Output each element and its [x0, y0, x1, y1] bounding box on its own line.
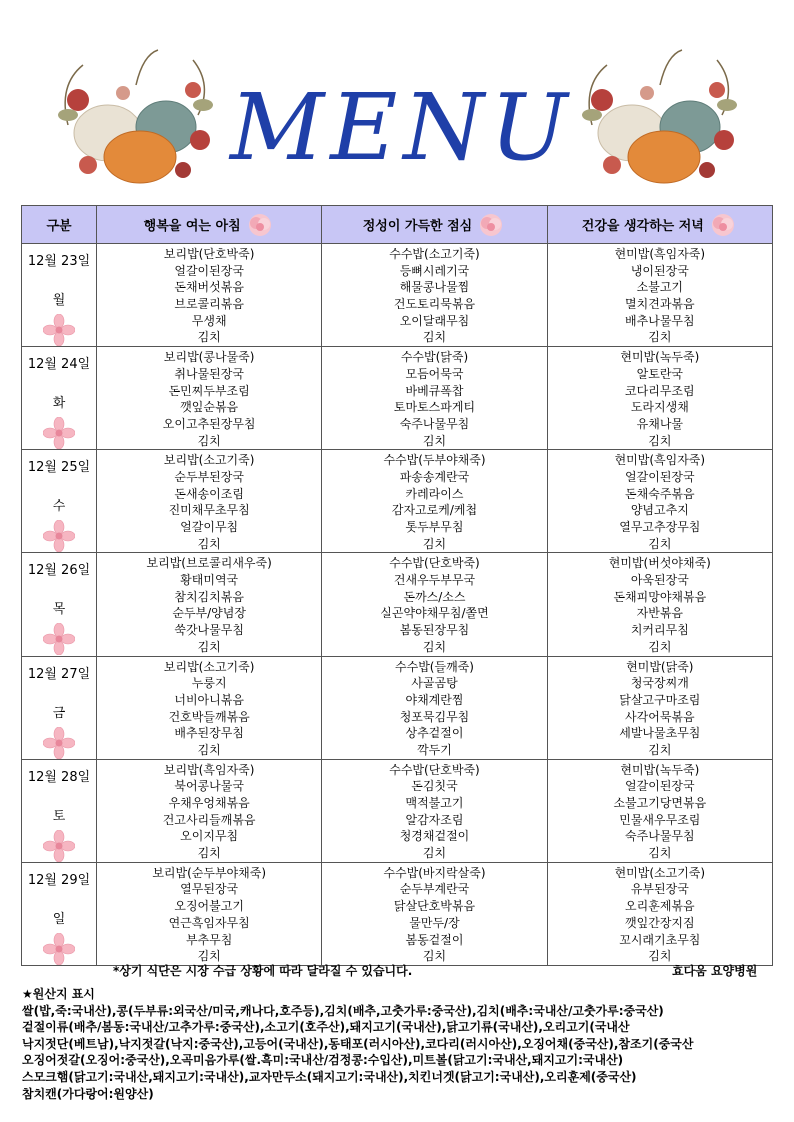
day-of-week: 토 [52, 808, 66, 824]
menu-item: 수수밥(들깨죽) [395, 659, 474, 674]
dinner-cell [547, 759, 772, 862]
table-row [22, 450, 773, 553]
menu-item: 우채우엉채볶음 [168, 796, 250, 810]
day-cell [22, 244, 97, 347]
menu-item: 맥적불고기 [405, 796, 464, 810]
menu-item: 수수밥(소고기죽) [389, 247, 480, 261]
menu-item: 도라지생채 [630, 400, 689, 415]
origin-line: 오징어젓갈(오징어:중국산),오곡미음가루(쌀.흑미:국내산/검정콩:수입산),미트볼(닭고기:국내산,돼지고기:국내산) [22, 1053, 624, 1068]
menu-item: 청포묵김무침 [399, 709, 470, 724]
table-row [22, 553, 773, 656]
origin-line: 쌀(밥,죽:국내산),콩(두부류:외국산/미국,캐나다,호주등),김치(배추,고춧가루:중국산),김치(배추:국내산/고춧가루:중국산) [22, 1003, 664, 1018]
menu-item: 모듬어묵국 [405, 366, 464, 381]
lunch-cell [322, 244, 547, 347]
flower-icon [43, 417, 75, 449]
menu-item: 보리밥(브로콜리새우죽) [146, 556, 272, 571]
dinner-cell [547, 553, 772, 656]
menu-item: 오징어불고기 [174, 899, 244, 914]
menu-item: 김치 [422, 846, 447, 861]
menu-item: 순두부된장국 [174, 469, 244, 484]
menu-item: 민물새우무조림 [619, 812, 701, 827]
weekly-menu-table [21, 205, 773, 966]
day-of-week: 수 [52, 499, 66, 515]
menu-item: 청경채겉절이 [399, 829, 470, 844]
menu-item: 아욱된장국 [630, 573, 689, 588]
dinner-cell [547, 347, 772, 450]
menu-item: 깻잎간장지짐 [625, 915, 695, 930]
menu-item: 너비아니볶음 [174, 692, 244, 707]
menu-item: 브로콜리볶음 [174, 297, 244, 312]
menu-item: 김치 [197, 846, 221, 861]
menu-item: 돈김칫국 [411, 779, 458, 794]
lunch-cell [322, 450, 547, 553]
lunch-cell [322, 553, 547, 656]
day-date: 12월 25일 [27, 460, 91, 476]
lunch-cell [322, 759, 547, 862]
menu-item: 닭살고구마조림 [619, 692, 701, 707]
menu-item: 현미밥(닭죽) [626, 659, 694, 674]
origin-line: 겉절이류(배추/봄동:국내산/고추가루:중국산),소고기(호주산),돼지고기(국내산),닭고기류(국내산),오리고기(국내산 [22, 1020, 630, 1035]
menu-item: 쑥갓나물무침 [174, 623, 244, 638]
menu-item: 멸치견과볶음 [625, 297, 695, 312]
menu-item: 취나물된장국 [174, 366, 244, 381]
day-cell [22, 450, 97, 553]
peony-icon [245, 212, 275, 238]
menu-item: 김치 [422, 536, 447, 551]
menu-item: 김치 [422, 433, 447, 448]
day-date: 12월 29일 [27, 872, 91, 888]
day-of-week: 목 [52, 602, 66, 618]
day-date: 12월 27일 [27, 666, 91, 682]
flower-icon [43, 933, 75, 965]
page-header [0, 0, 794, 200]
day-cell [22, 759, 97, 862]
menu-item: 보리밥(소고기죽) [163, 453, 255, 468]
menu-item: 김치 [648, 639, 672, 654]
lunch-cell [322, 347, 547, 450]
breakfast-cell [97, 759, 322, 862]
menu-item: 알토란국 [636, 366, 684, 381]
header-dinner [547, 206, 772, 244]
day-of-week: 금 [52, 705, 66, 721]
menu-item: 치커리무침 [630, 623, 689, 638]
menu-item: 김치 [648, 949, 672, 964]
peony-icon [476, 212, 506, 238]
breakfast-cell [97, 450, 322, 553]
menu-item: 현미밥(흑임자죽) [614, 247, 706, 261]
menu-item: 돈채버섯볶음 [174, 280, 244, 295]
menu-title: MENU [230, 74, 574, 181]
pumpkin-bouquet-icon [48, 45, 223, 185]
menu-item: 현미밥(녹두죽) [620, 762, 700, 777]
day-date: 12월 28일 [27, 769, 91, 785]
breakfast-cell [97, 862, 322, 965]
menu-item: 얼갈이된장국 [625, 469, 695, 484]
day-of-week: 일 [52, 911, 66, 927]
menu-item: 야채계란찜 [405, 692, 464, 707]
menu-item: 알감자조림 [405, 812, 464, 827]
menu-item: 꼬시래기초무침 [619, 932, 701, 947]
menu-item: 김치 [197, 742, 221, 757]
menu-item: 참치김치볶음 [174, 589, 244, 604]
menu-item: 열무고추장무침 [619, 520, 701, 534]
menu-item: 배추나물무침 [625, 313, 695, 328]
breakfast-cell [97, 553, 322, 656]
menu-item: 수수밥(두부야채죽) [383, 453, 486, 468]
menu-item: 숙주나물무침 [399, 416, 470, 431]
flower-icon [43, 314, 75, 346]
table-row [22, 862, 773, 965]
menu-item: 깍두기 [417, 742, 452, 757]
menu-item: 현미밥(녹두죽) [620, 350, 700, 365]
menu-item: 김치 [197, 536, 221, 551]
menu-item: 돈채숙주볶음 [625, 486, 695, 501]
day-of-week: 월 [52, 293, 66, 308]
table-row [22, 656, 773, 759]
breakfast-cell [97, 656, 322, 759]
menu-item: 연근흑임자무침 [168, 915, 250, 930]
header-category [22, 206, 97, 244]
day-cell [22, 553, 97, 656]
menu-item: 보리밥(순두부야채죽) [152, 865, 267, 880]
header-label: 정성이 가득한 점심 [362, 219, 473, 234]
header-lunch [322, 206, 547, 244]
menu-item: 유부된장국 [630, 882, 689, 897]
menu-item: 수수밥(바지락살죽) [383, 865, 486, 880]
menu-item: 톳두부무침 [405, 520, 464, 534]
menu-item: 수수밥(단호박죽) [389, 556, 480, 571]
menu-item: 김치 [648, 330, 672, 345]
menu-item: 현미밥(흑임자죽) [614, 453, 706, 468]
menu-item: 등뼈시레기국 [399, 263, 470, 278]
menu-item: 얼갈이된장국 [625, 779, 695, 794]
menu-item: 돈채피망야채볶음 [613, 589, 707, 604]
menu-item: 보리밥(단호박죽) [163, 247, 255, 261]
day-cell [22, 862, 97, 965]
menu-item: 건고사리들깨볶음 [162, 812, 256, 827]
menu-item: 현미밥(버섯야채죽) [608, 556, 711, 571]
menu-item: 열무된장국 [180, 882, 239, 897]
menu-item: 감자고로케/케첩 [391, 503, 478, 518]
menu-item: 봄동된장무침 [399, 623, 470, 638]
menu-item: 김치 [197, 330, 221, 345]
lunch-cell [322, 656, 547, 759]
menu-item: 사각어묵볶음 [625, 709, 695, 724]
menu-item: 바베큐폭찹 [405, 383, 464, 398]
header-label: 건강을 생각하는 저녁 [581, 219, 704, 234]
menu-item: 얼갈이된장국 [174, 263, 244, 278]
origin-line: 참치캔(가다랑어:원양산) [22, 1086, 154, 1101]
menu-item: 순두부계란국 [399, 882, 470, 897]
menu-item: 유채나물 [636, 416, 684, 431]
menu-item: 김치 [648, 433, 672, 448]
menu-item: 누룽지 [191, 676, 227, 691]
menu-item: 김치 [648, 742, 672, 757]
dinner-cell [547, 656, 772, 759]
day-date: 12월 23일 [27, 254, 91, 269]
menu-item: 김치 [197, 949, 221, 964]
origin-labeling [22, 986, 782, 1102]
menu-item: 김치 [422, 949, 447, 964]
lunch-cell [322, 862, 547, 965]
menu-item: 숙주나물무침 [625, 829, 695, 844]
table-row [22, 759, 773, 862]
peony-icon [708, 212, 738, 238]
menu-item: 양념고추지 [630, 503, 689, 518]
menu-item: 토마토스파게티 [393, 400, 476, 415]
menu-item: 오이고추된장무침 [162, 416, 256, 431]
flower-icon [43, 727, 75, 759]
menu-item: 돈까스/소스 [403, 589, 466, 604]
menu-item: 건호박들깨볶음 [168, 709, 250, 724]
menu-item: 수수밥(단호박죽) [389, 762, 480, 777]
menu-item: 오리훈제볶음 [625, 899, 695, 914]
menu-change-note: *상기 식단은 시장 수급 상황에 따라 달라질 수 있습니다. [113, 964, 413, 978]
day-of-week: 화 [52, 396, 66, 412]
menu-item: 수수밥(닭죽) [400, 350, 469, 365]
menu-item: 배추된장무침 [174, 726, 244, 741]
menu-item: 냉이된장국 [630, 263, 689, 278]
origin-title: ★원산지 표시 [22, 987, 95, 1001]
menu-item: 김치 [648, 536, 672, 551]
flower-icon [43, 830, 75, 862]
menu-item: 건도토리묵볶음 [393, 297, 476, 312]
flower-icon [43, 520, 75, 552]
table-header-row [22, 206, 773, 244]
menu-item: 보리밥(소고기죽) [163, 659, 255, 674]
dinner-cell [547, 450, 772, 553]
menu-item: 북어콩나물국 [174, 779, 244, 794]
menu-item: 코다리무조림 [625, 383, 695, 398]
menu-item: 보리밥(콩나물죽) [163, 350, 255, 365]
menu-item: 청국장찌개 [630, 676, 689, 691]
menu-item: 파송송계란국 [399, 469, 470, 484]
menu-item: 보리밥(흑임자죽) [163, 762, 255, 777]
menu-item: 오이지무침 [180, 829, 239, 844]
menu-item: 김치 [197, 639, 221, 654]
menu-item: 닭살단호박볶음 [393, 899, 476, 914]
menu-item: 봄동겉절이 [405, 932, 464, 947]
menu-item: 사골곰탕 [411, 676, 458, 691]
origin-line: 낙지젓단(베트남),낙지젓갈(낙지:중국산),고등어(국내산),동태포(러시아산),코다리(러시아산),오징어채(중국산),참조기(중국산 [22, 1036, 694, 1051]
menu-item: 황태미역국 [180, 573, 239, 588]
day-cell [22, 656, 97, 759]
menu-item: 카레라이스 [405, 486, 464, 501]
menu-item: 얼갈이무침 [180, 520, 239, 534]
menu-item: 해물콩나물찜 [399, 280, 470, 295]
day-cell [22, 347, 97, 450]
breakfast-cell [97, 347, 322, 450]
header-breakfast [97, 206, 322, 244]
menu-item: 돈새송이조림 [174, 486, 244, 501]
day-date: 12월 26일 [27, 563, 91, 579]
menu-item: 상추겉절이 [405, 726, 464, 741]
menu-item: 김치 [422, 639, 447, 654]
menu-item: 세발나물초무침 [619, 726, 701, 741]
menu-item: 자반볶음 [636, 606, 684, 621]
menu-item: 건새우두부무국 [393, 573, 476, 588]
menu-item: 부추무침 [185, 932, 233, 947]
menu-item: 김치 [648, 846, 672, 861]
flower-icon [43, 623, 75, 655]
menu-item: 현미밥(소고기죽) [614, 865, 706, 880]
origin-line: 스모크햄(닭고기:국내산,돼지고기:국내산),교자만두소(돼지고기:국내산),치킨너겟(닭고기:국내산),오리훈제(중국산) [22, 1069, 637, 1084]
menu-item: 오이달래무침 [399, 313, 470, 328]
breakfast-cell [97, 244, 322, 347]
pumpkin-bouquet-icon [572, 45, 747, 185]
menu-item: 소불고기 [636, 280, 684, 295]
menu-item: 실곤약야채무침/쫄면 [380, 606, 489, 621]
dinner-cell [547, 862, 772, 965]
menu-item: 진미채무초무침 [168, 503, 250, 518]
menu-item: 소불고기당면볶음 [613, 796, 707, 810]
dinner-cell [547, 244, 772, 347]
menu-item: 김치 [422, 330, 447, 345]
menu-item: 물만두/장 [409, 915, 460, 930]
menu-item: 깻잎순볶음 [180, 400, 239, 415]
header-label: 행복을 여는 아침 [143, 219, 241, 234]
menu-item: 돈민찌두부조림 [168, 383, 250, 398]
table-row [22, 347, 773, 450]
menu-item: 무생채 [191, 313, 227, 328]
header-label: 구분 [46, 219, 72, 234]
hospital-name: 효다움 요양병원 [672, 964, 758, 978]
menu-item: 김치 [197, 433, 221, 448]
menu-item: 순두부/양념장 [172, 606, 246, 621]
table-row [22, 244, 773, 347]
day-date: 12월 24일 [27, 357, 91, 373]
